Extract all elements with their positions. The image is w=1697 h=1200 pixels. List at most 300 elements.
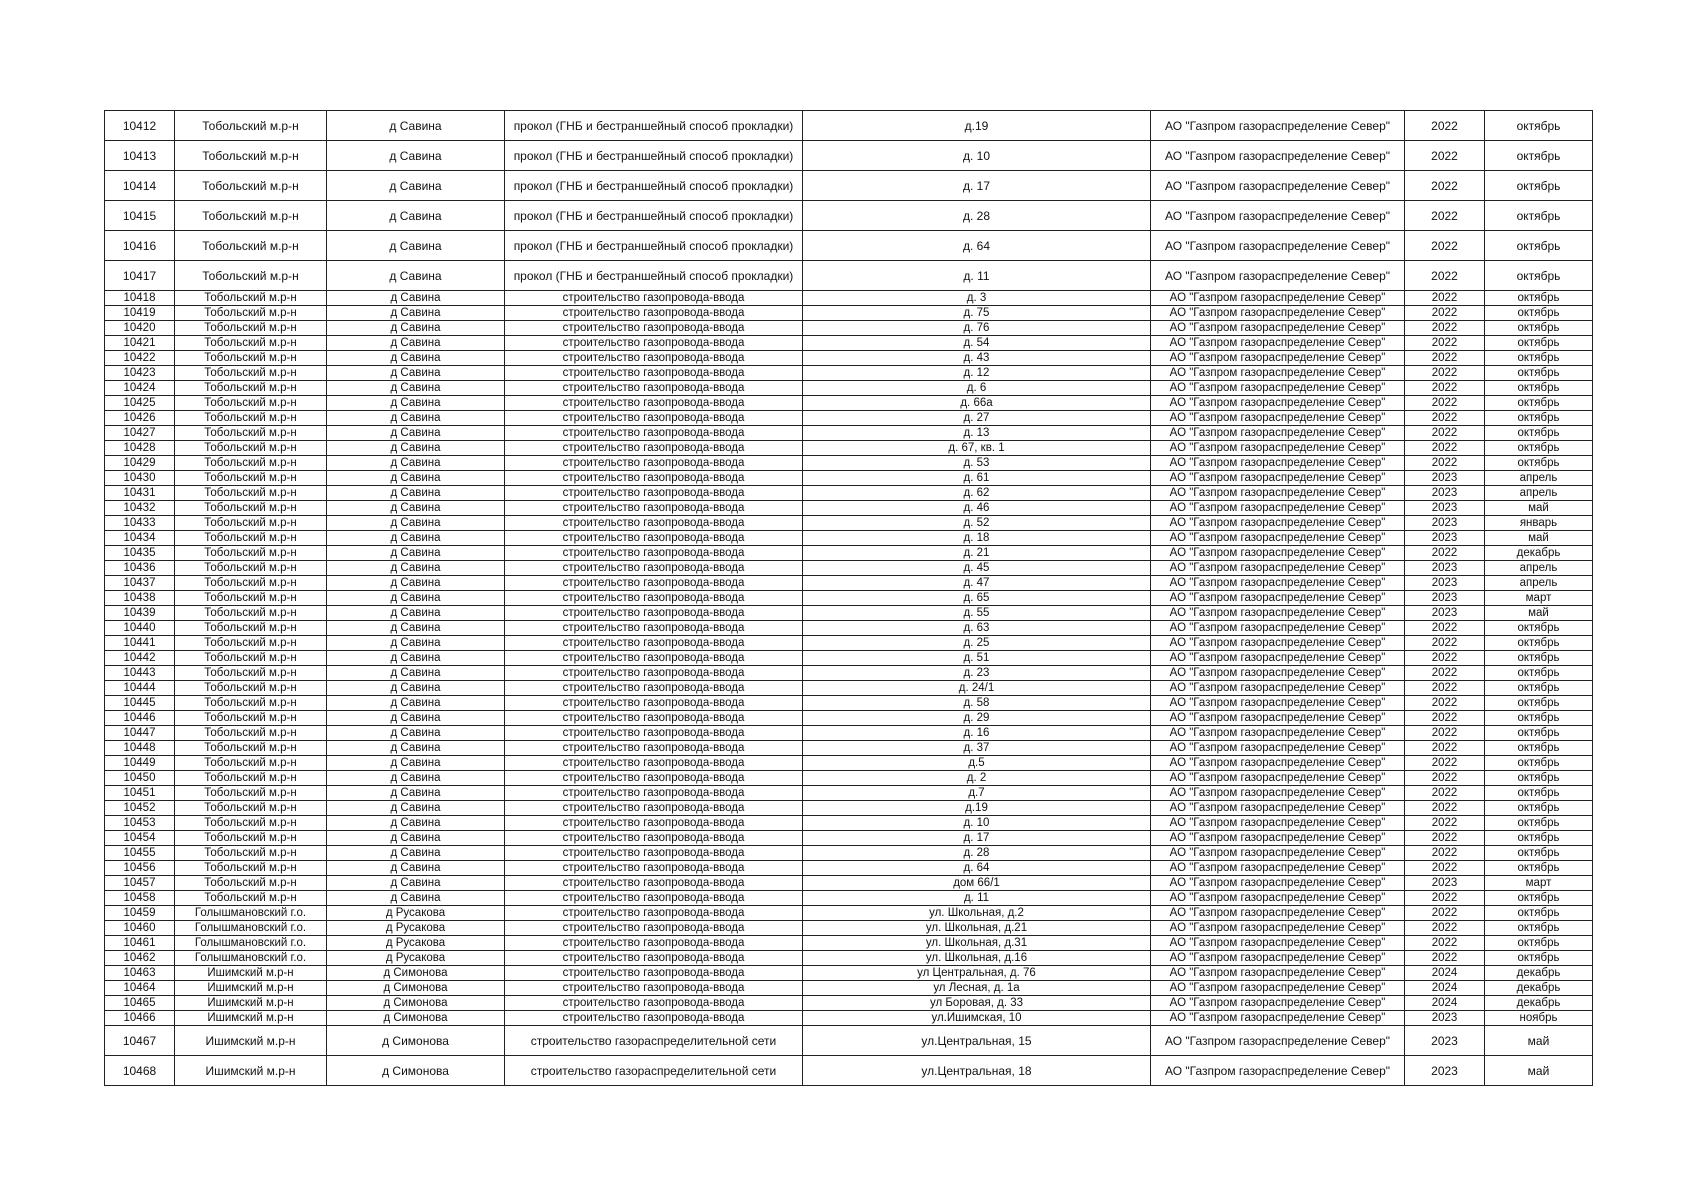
work-type-cell: строительство газопровода-ввода: [505, 471, 803, 486]
work-type-cell: строительство газопровода-ввода: [505, 351, 803, 366]
year-cell: 2022: [1405, 396, 1485, 411]
organization-cell: АО "Газпром газораспределение Север": [1151, 411, 1405, 426]
month-cell: декабрь: [1485, 546, 1593, 561]
row-id-cell: 10442: [105, 651, 175, 666]
address-cell: д. 13: [803, 426, 1151, 441]
district-cell: Тобольский м.р-н: [175, 576, 327, 591]
address-cell: д. 51: [803, 651, 1151, 666]
settlement-cell: д Савина: [327, 261, 505, 291]
month-cell: октябрь: [1485, 366, 1593, 381]
organization-cell: АО "Газпром газораспределение Север": [1151, 966, 1405, 981]
row-id-cell: 10456: [105, 861, 175, 876]
year-cell: 2023: [1405, 531, 1485, 546]
row-id-cell: 10450: [105, 771, 175, 786]
organization-cell: АО "Газпром газораспределение Север": [1151, 591, 1405, 606]
work-type-cell: строительство газопровода-ввода: [505, 291, 803, 306]
address-cell: д.19: [803, 801, 1151, 816]
year-cell: 2022: [1405, 201, 1485, 231]
row-id-cell: 10413: [105, 141, 175, 171]
organization-cell: АО "Газпром газораспределение Север": [1151, 996, 1405, 1011]
work-type-cell: строительство газопровода-ввода: [505, 606, 803, 621]
month-cell: октябрь: [1485, 756, 1593, 771]
row-id-cell: 10416: [105, 231, 175, 261]
table-row: [105, 321, 1593, 336]
year-cell: 2022: [1405, 651, 1485, 666]
month-cell: октябрь: [1485, 636, 1593, 651]
year-cell: 2022: [1405, 906, 1485, 921]
month-cell: май: [1485, 531, 1593, 546]
settlement-cell: д Савина: [327, 171, 505, 201]
settlement-cell: д Русакова: [327, 951, 505, 966]
address-cell: ул. Школьная, д.21: [803, 921, 1151, 936]
work-type-cell: строительство газопровода-ввода: [505, 366, 803, 381]
work-type-cell: строительство газопровода-ввода: [505, 426, 803, 441]
address-cell: д.19: [803, 111, 1151, 141]
work-type-cell: строительство газораспределительной сети: [505, 1056, 803, 1086]
row-id-cell: 10446: [105, 711, 175, 726]
settlement-cell: д Савина: [327, 651, 505, 666]
district-cell: Тобольский м.р-н: [175, 411, 327, 426]
organization-cell: АО "Газпром газораспределение Север": [1151, 231, 1405, 261]
month-cell: октябрь: [1485, 261, 1593, 291]
row-id-cell: 10434: [105, 531, 175, 546]
district-cell: Тобольский м.р-н: [175, 801, 327, 816]
month-cell: октябрь: [1485, 951, 1593, 966]
settlement-cell: д Савина: [327, 471, 505, 486]
organization-cell: АО "Газпром газораспределение Север": [1151, 906, 1405, 921]
settlement-cell: д Савина: [327, 681, 505, 696]
address-cell: д. 43: [803, 351, 1151, 366]
table-row: [105, 681, 1593, 696]
table-row: [105, 471, 1593, 486]
row-id-cell: 10426: [105, 411, 175, 426]
address-cell: д. 11: [803, 891, 1151, 906]
month-cell: апрель: [1485, 471, 1593, 486]
year-cell: 2022: [1405, 321, 1485, 336]
settlement-cell: д Савина: [327, 771, 505, 786]
settlement-cell: д Савина: [327, 861, 505, 876]
settlement-cell: д Савина: [327, 876, 505, 891]
year-cell: 2022: [1405, 771, 1485, 786]
work-type-cell: прокол (ГНБ и бестраншейный способ прокладки): [505, 171, 803, 201]
table-row: [105, 726, 1593, 741]
month-cell: апрель: [1485, 486, 1593, 501]
year-cell: 2022: [1405, 411, 1485, 426]
row-id-cell: 10460: [105, 921, 175, 936]
month-cell: октябрь: [1485, 651, 1593, 666]
month-cell: октябрь: [1485, 111, 1593, 141]
organization-cell: АО "Газпром газораспределение Север": [1151, 501, 1405, 516]
work-type-cell: прокол (ГНБ и бестраншейный способ прокладки): [505, 111, 803, 141]
row-id-cell: 10467: [105, 1026, 175, 1056]
work-type-cell: строительство газопровода-ввода: [505, 381, 803, 396]
row-id-cell: 10423: [105, 366, 175, 381]
work-type-cell: строительство газопровода-ввода: [505, 1011, 803, 1026]
row-id-cell: 10462: [105, 951, 175, 966]
month-cell: октябрь: [1485, 741, 1593, 756]
settlement-cell: д Савина: [327, 411, 505, 426]
year-cell: 2022: [1405, 231, 1485, 261]
work-type-cell: строительство газопровода-ввода: [505, 441, 803, 456]
month-cell: октябрь: [1485, 726, 1593, 741]
month-cell: апрель: [1485, 561, 1593, 576]
organization-cell: АО "Газпром газораспределение Север": [1151, 741, 1405, 756]
table-row: [105, 1056, 1593, 1086]
table-row: [105, 771, 1593, 786]
year-cell: 2022: [1405, 831, 1485, 846]
settlement-cell: д Савина: [327, 231, 505, 261]
month-cell: май: [1485, 606, 1593, 621]
district-cell: Ишимский м.р-н: [175, 966, 327, 981]
address-cell: д. 12: [803, 366, 1151, 381]
district-cell: Тобольский м.р-н: [175, 426, 327, 441]
month-cell: октябрь: [1485, 786, 1593, 801]
table-row: [105, 306, 1593, 321]
row-id-cell: 10433: [105, 516, 175, 531]
work-type-cell: строительство газопровода-ввода: [505, 951, 803, 966]
organization-cell: АО "Газпром газораспределение Север": [1151, 351, 1405, 366]
address-cell: д. 3: [803, 291, 1151, 306]
organization-cell: АО "Газпром газораспределение Север": [1151, 636, 1405, 651]
settlement-cell: д Савина: [327, 381, 505, 396]
organization-cell: АО "Газпром газораспределение Север": [1151, 576, 1405, 591]
settlement-cell: д Савина: [327, 726, 505, 741]
district-cell: Тобольский м.р-н: [175, 591, 327, 606]
address-cell: д. 53: [803, 456, 1151, 471]
table-body: [105, 111, 1593, 1086]
organization-cell: АО "Газпром газораспределение Север": [1151, 171, 1405, 201]
district-cell: Тобольский м.р-н: [175, 711, 327, 726]
year-cell: 2024: [1405, 981, 1485, 996]
month-cell: октябрь: [1485, 171, 1593, 201]
table-row: [105, 561, 1593, 576]
address-cell: д. 10: [803, 816, 1151, 831]
district-cell: Тобольский м.р-н: [175, 831, 327, 846]
year-cell: 2022: [1405, 141, 1485, 171]
settlement-cell: д Савина: [327, 696, 505, 711]
month-cell: октябрь: [1485, 681, 1593, 696]
work-type-cell: строительство газопровода-ввода: [505, 576, 803, 591]
table-row: [105, 426, 1593, 441]
address-cell: д. 6: [803, 381, 1151, 396]
district-cell: Тобольский м.р-н: [175, 876, 327, 891]
address-cell: ул.Центральная, 15: [803, 1026, 1151, 1056]
row-id-cell: 10438: [105, 591, 175, 606]
work-type-cell: строительство газопровода-ввода: [505, 891, 803, 906]
table-row: [105, 756, 1593, 771]
table-row: [105, 516, 1593, 531]
work-type-cell: строительство газопровода-ввода: [505, 681, 803, 696]
organization-cell: АО "Газпром газораспределение Север": [1151, 876, 1405, 891]
work-type-cell: строительство газопровода-ввода: [505, 486, 803, 501]
table-row: [105, 486, 1593, 501]
row-id-cell: 10440: [105, 621, 175, 636]
table-row: [105, 846, 1593, 861]
table-row: [105, 921, 1593, 936]
work-type-cell: строительство газопровода-ввода: [505, 711, 803, 726]
year-cell: 2022: [1405, 951, 1485, 966]
organization-cell: АО "Газпром газораспределение Север": [1151, 381, 1405, 396]
row-id-cell: 10458: [105, 891, 175, 906]
settlement-cell: д Савина: [327, 711, 505, 726]
district-cell: Ишимский м.р-н: [175, 996, 327, 1011]
settlement-cell: д Савина: [327, 426, 505, 441]
address-cell: д. 21: [803, 546, 1151, 561]
work-type-cell: строительство газопровода-ввода: [505, 456, 803, 471]
address-cell: д. 67, кв. 1: [803, 441, 1151, 456]
row-id-cell: 10466: [105, 1011, 175, 1026]
work-type-cell: строительство газопровода-ввода: [505, 501, 803, 516]
table-row: [105, 951, 1593, 966]
work-type-cell: строительство газопровода-ввода: [505, 411, 803, 426]
organization-cell: АО "Газпром газораспределение Север": [1151, 321, 1405, 336]
address-cell: ул Лесная, д. 1а: [803, 981, 1151, 996]
work-type-cell: строительство газопровода-ввода: [505, 741, 803, 756]
address-cell: д. 76: [803, 321, 1151, 336]
settlement-cell: д Савина: [327, 741, 505, 756]
district-cell: Тобольский м.р-н: [175, 471, 327, 486]
month-cell: октябрь: [1485, 201, 1593, 231]
table-row: [105, 591, 1593, 606]
table-row: [105, 816, 1593, 831]
year-cell: 2023: [1405, 1011, 1485, 1026]
work-type-cell: строительство газопровода-ввода: [505, 921, 803, 936]
row-id-cell: 10435: [105, 546, 175, 561]
organization-cell: АО "Газпром газораспределение Север": [1151, 786, 1405, 801]
work-type-cell: строительство газопровода-ввода: [505, 336, 803, 351]
work-type-cell: строительство газопровода-ввода: [505, 561, 803, 576]
year-cell: 2022: [1405, 261, 1485, 291]
month-cell: октябрь: [1485, 141, 1593, 171]
table-row: [105, 351, 1593, 366]
organization-cell: АО "Газпром газораспределение Север": [1151, 336, 1405, 351]
month-cell: май: [1485, 1026, 1593, 1056]
year-cell: 2022: [1405, 111, 1485, 141]
district-cell: Тобольский м.р-н: [175, 636, 327, 651]
address-cell: д. 27: [803, 411, 1151, 426]
district-cell: Тобольский м.р-н: [175, 561, 327, 576]
settlement-cell: д Симонова: [327, 1056, 505, 1086]
table-row: [105, 801, 1593, 816]
address-cell: д. 28: [803, 846, 1151, 861]
work-type-cell: строительство газопровода-ввода: [505, 981, 803, 996]
address-cell: д. 61: [803, 471, 1151, 486]
organization-cell: АО "Газпром газораспределение Север": [1151, 396, 1405, 411]
month-cell: октябрь: [1485, 306, 1593, 321]
year-cell: 2022: [1405, 336, 1485, 351]
organization-cell: АО "Газпром газораспределение Север": [1151, 261, 1405, 291]
settlement-cell: д Савина: [327, 501, 505, 516]
organization-cell: АО "Газпром газораспределение Север": [1151, 621, 1405, 636]
settlement-cell: д Симонова: [327, 1026, 505, 1056]
table-row: [105, 876, 1593, 891]
district-cell: Тобольский м.р-н: [175, 621, 327, 636]
organization-cell: АО "Газпром газораспределение Север": [1151, 366, 1405, 381]
month-cell: март: [1485, 591, 1593, 606]
settlement-cell: д Симонова: [327, 1011, 505, 1026]
settlement-cell: д Савина: [327, 816, 505, 831]
work-type-cell: строительство газопровода-ввода: [505, 906, 803, 921]
table-row: [105, 981, 1593, 996]
row-id-cell: 10465: [105, 996, 175, 1011]
settlement-cell: д Русакова: [327, 936, 505, 951]
address-cell: д. 47: [803, 576, 1151, 591]
district-cell: Тобольский м.р-н: [175, 321, 327, 336]
table-row: [105, 201, 1593, 231]
table-row: [105, 336, 1593, 351]
year-cell: 2022: [1405, 816, 1485, 831]
district-cell: Тобольский м.р-н: [175, 531, 327, 546]
work-type-cell: прокол (ГНБ и бестраншейный способ прокладки): [505, 261, 803, 291]
table-row: [105, 786, 1593, 801]
work-type-cell: строительство газопровода-ввода: [505, 846, 803, 861]
table-row: [105, 666, 1593, 681]
row-id-cell: 10429: [105, 456, 175, 471]
year-cell: 2022: [1405, 711, 1485, 726]
settlement-cell: д Савина: [327, 111, 505, 141]
settlement-cell: д Савина: [327, 351, 505, 366]
year-cell: 2022: [1405, 741, 1485, 756]
organization-cell: АО "Газпром газораспределение Север": [1151, 531, 1405, 546]
table-row: [105, 696, 1593, 711]
district-cell: Тобольский м.р-н: [175, 336, 327, 351]
month-cell: декабрь: [1485, 966, 1593, 981]
settlement-cell: д Савина: [327, 891, 505, 906]
address-cell: д. 18: [803, 531, 1151, 546]
table-row: [105, 171, 1593, 201]
year-cell: 2022: [1405, 456, 1485, 471]
year-cell: 2022: [1405, 171, 1485, 201]
organization-cell: АО "Газпром газораспределение Север": [1151, 1026, 1405, 1056]
month-cell: октябрь: [1485, 321, 1593, 336]
row-id-cell: 10421: [105, 336, 175, 351]
address-cell: ул. Школьная, д.2: [803, 906, 1151, 921]
table-row: [105, 906, 1593, 921]
organization-cell: АО "Газпром газораспределение Север": [1151, 561, 1405, 576]
organization-cell: АО "Газпром газораспределение Север": [1151, 771, 1405, 786]
row-id-cell: 10432: [105, 501, 175, 516]
district-cell: Тобольский м.р-н: [175, 366, 327, 381]
year-cell: 2022: [1405, 621, 1485, 636]
table-row: [105, 936, 1593, 951]
table-row: [105, 1011, 1593, 1026]
work-type-cell: строительство газопровода-ввода: [505, 696, 803, 711]
work-type-cell: строительство газопровода-ввода: [505, 801, 803, 816]
organization-cell: АО "Газпром газораспределение Север": [1151, 696, 1405, 711]
settlement-cell: д Савина: [327, 516, 505, 531]
work-type-cell: строительство газопровода-ввода: [505, 876, 803, 891]
month-cell: октябрь: [1485, 861, 1593, 876]
district-cell: Тобольский м.р-н: [175, 786, 327, 801]
settlement-cell: д Русакова: [327, 906, 505, 921]
settlement-cell: д Савина: [327, 666, 505, 681]
district-cell: Тобольский м.р-н: [175, 141, 327, 171]
row-id-cell: 10453: [105, 816, 175, 831]
district-cell: Тобольский м.р-н: [175, 861, 327, 876]
row-id-cell: 10444: [105, 681, 175, 696]
address-cell: д. 28: [803, 201, 1151, 231]
organization-cell: АО "Газпром газораспределение Север": [1151, 201, 1405, 231]
year-cell: 2022: [1405, 306, 1485, 321]
year-cell: 2022: [1405, 441, 1485, 456]
work-type-cell: строительство газопровода-ввода: [505, 531, 803, 546]
work-type-cell: строительство газопровода-ввода: [505, 666, 803, 681]
table-row: [105, 291, 1593, 306]
work-type-cell: строительство газопровода-ввода: [505, 636, 803, 651]
organization-cell: АО "Газпром газораспределение Север": [1151, 756, 1405, 771]
district-cell: Ишимский м.р-н: [175, 1011, 327, 1026]
month-cell: октябрь: [1485, 801, 1593, 816]
organization-cell: АО "Газпром газораспределение Север": [1151, 681, 1405, 696]
address-cell: д. 54: [803, 336, 1151, 351]
table-row: [105, 711, 1593, 726]
row-id-cell: 10455: [105, 846, 175, 861]
row-id-cell: 10418: [105, 291, 175, 306]
table-row: [105, 966, 1593, 981]
row-id-cell: 10436: [105, 561, 175, 576]
row-id-cell: 10424: [105, 381, 175, 396]
organization-cell: АО "Газпром газораспределение Север": [1151, 846, 1405, 861]
row-id-cell: 10437: [105, 576, 175, 591]
settlement-cell: д Савина: [327, 366, 505, 381]
settlement-cell: д Савина: [327, 591, 505, 606]
district-cell: Тобольский м.р-н: [175, 171, 327, 201]
month-cell: октябрь: [1485, 816, 1593, 831]
year-cell: 2022: [1405, 756, 1485, 771]
table-row: [105, 441, 1593, 456]
district-cell: Тобольский м.р-н: [175, 456, 327, 471]
settlement-cell: д Савина: [327, 606, 505, 621]
address-cell: д. 16: [803, 726, 1151, 741]
year-cell: 2022: [1405, 546, 1485, 561]
district-cell: Тобольский м.р-н: [175, 516, 327, 531]
settlement-cell: д Савина: [327, 291, 505, 306]
district-cell: Тобольский м.р-н: [175, 666, 327, 681]
month-cell: октябрь: [1485, 711, 1593, 726]
district-cell: Тобольский м.р-н: [175, 381, 327, 396]
organization-cell: АО "Газпром газораспределение Север": [1151, 546, 1405, 561]
address-cell: д.5: [803, 756, 1151, 771]
address-cell: д. 64: [803, 861, 1151, 876]
table-row: [105, 231, 1593, 261]
table-row: [105, 261, 1593, 291]
district-cell: Тобольский м.р-н: [175, 501, 327, 516]
work-type-cell: строительство газопровода-ввода: [505, 816, 803, 831]
work-type-cell: строительство газопровода-ввода: [505, 756, 803, 771]
table-row: [105, 381, 1593, 396]
year-cell: 2023: [1405, 1026, 1485, 1056]
district-cell: Ишимский м.р-н: [175, 1026, 327, 1056]
district-cell: Голышмановский г.о.: [175, 921, 327, 936]
year-cell: 2022: [1405, 861, 1485, 876]
year-cell: 2023: [1405, 1056, 1485, 1086]
row-id-cell: 10422: [105, 351, 175, 366]
address-cell: д. 24/1: [803, 681, 1151, 696]
month-cell: октябрь: [1485, 936, 1593, 951]
district-cell: Тобольский м.р-н: [175, 681, 327, 696]
organization-cell: АО "Газпром газораспределение Север": [1151, 801, 1405, 816]
settlement-cell: д Савина: [327, 321, 505, 336]
address-cell: д. 58: [803, 696, 1151, 711]
row-id-cell: 10463: [105, 966, 175, 981]
address-cell: д. 17: [803, 171, 1151, 201]
year-cell: 2022: [1405, 366, 1485, 381]
address-cell: д. 55: [803, 606, 1151, 621]
month-cell: октябрь: [1485, 621, 1593, 636]
settlement-cell: д Савина: [327, 336, 505, 351]
table-row: [105, 141, 1593, 171]
settlement-cell: д Савина: [327, 546, 505, 561]
